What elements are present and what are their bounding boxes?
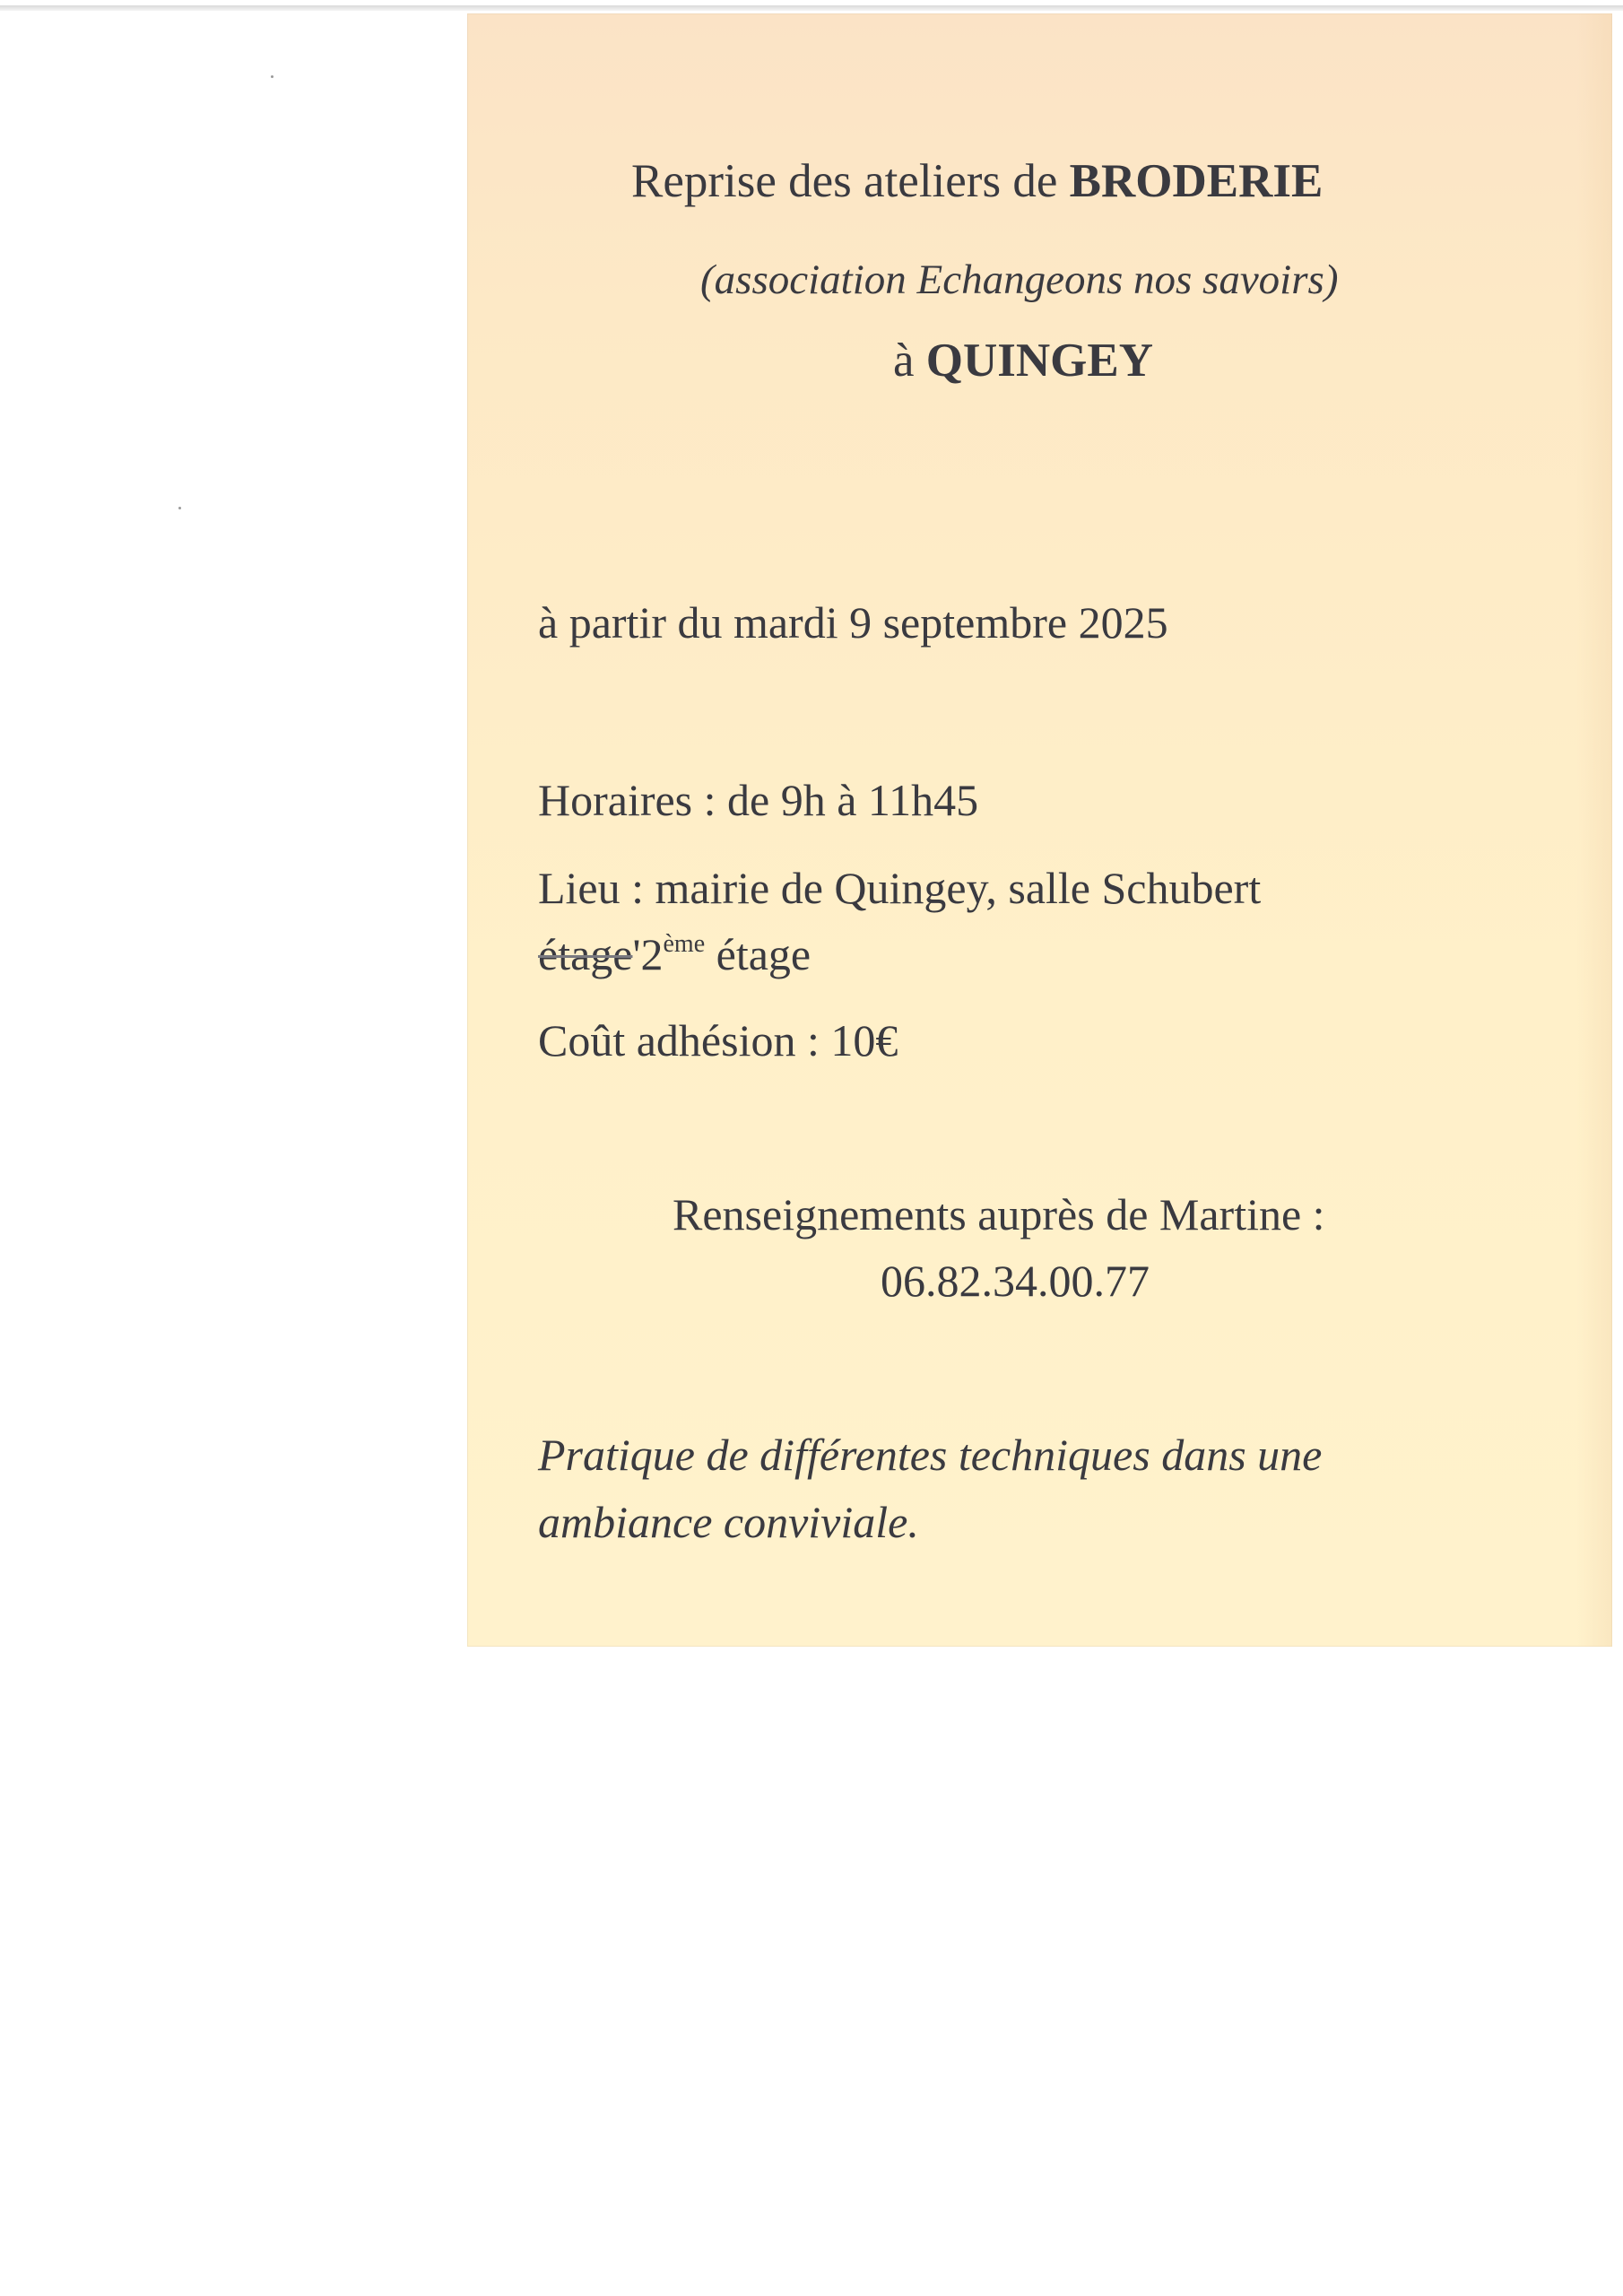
cost-line: Coût adhésion : 10€ <box>538 1015 898 1065</box>
hours-line: Horaires : de 9h à 11h45 <box>538 775 979 825</box>
place-line: Lieu : mairie de Quingey, salle Schubert <box>538 863 1262 913</box>
location-prefix: à <box>893 335 926 387</box>
flyer-sheet <box>467 13 1612 1647</box>
flyer-subtitle: (association Echangeons nos savoirs) <box>700 257 1339 303</box>
floor-line <box>538 930 811 979</box>
location-quingey: QUINGEY <box>925 335 1154 387</box>
contact-line: Renseignements auprès de Martine : <box>673 1189 1325 1239</box>
title-broderie: BRODERIE <box>1069 155 1324 207</box>
flyer-title <box>631 155 1323 207</box>
practice-line-1: Pratique de différentes techniques dans une <box>538 1430 1323 1480</box>
practice-line-2: ambiance conviviale. <box>538 1497 919 1547</box>
floor-word: étage <box>705 929 812 979</box>
scan-speck <box>178 507 181 509</box>
title-prefix: Reprise des ateliers de <box>631 155 1070 207</box>
floor-superscript: ème <box>663 930 706 958</box>
scan-edge <box>0 5 1623 11</box>
flyer-location <box>893 335 1153 387</box>
floor-struck-word: étage <box>538 929 633 979</box>
scan-speck <box>271 75 273 78</box>
sheet-shade <box>1576 13 1612 1647</box>
phone-number: 06.82.34.00.77 <box>881 1256 1150 1306</box>
floor-number: 2 <box>640 929 664 979</box>
floor-mark: ' <box>632 929 641 979</box>
start-date: à partir du mardi 9 septembre 2025 <box>538 597 1168 648</box>
